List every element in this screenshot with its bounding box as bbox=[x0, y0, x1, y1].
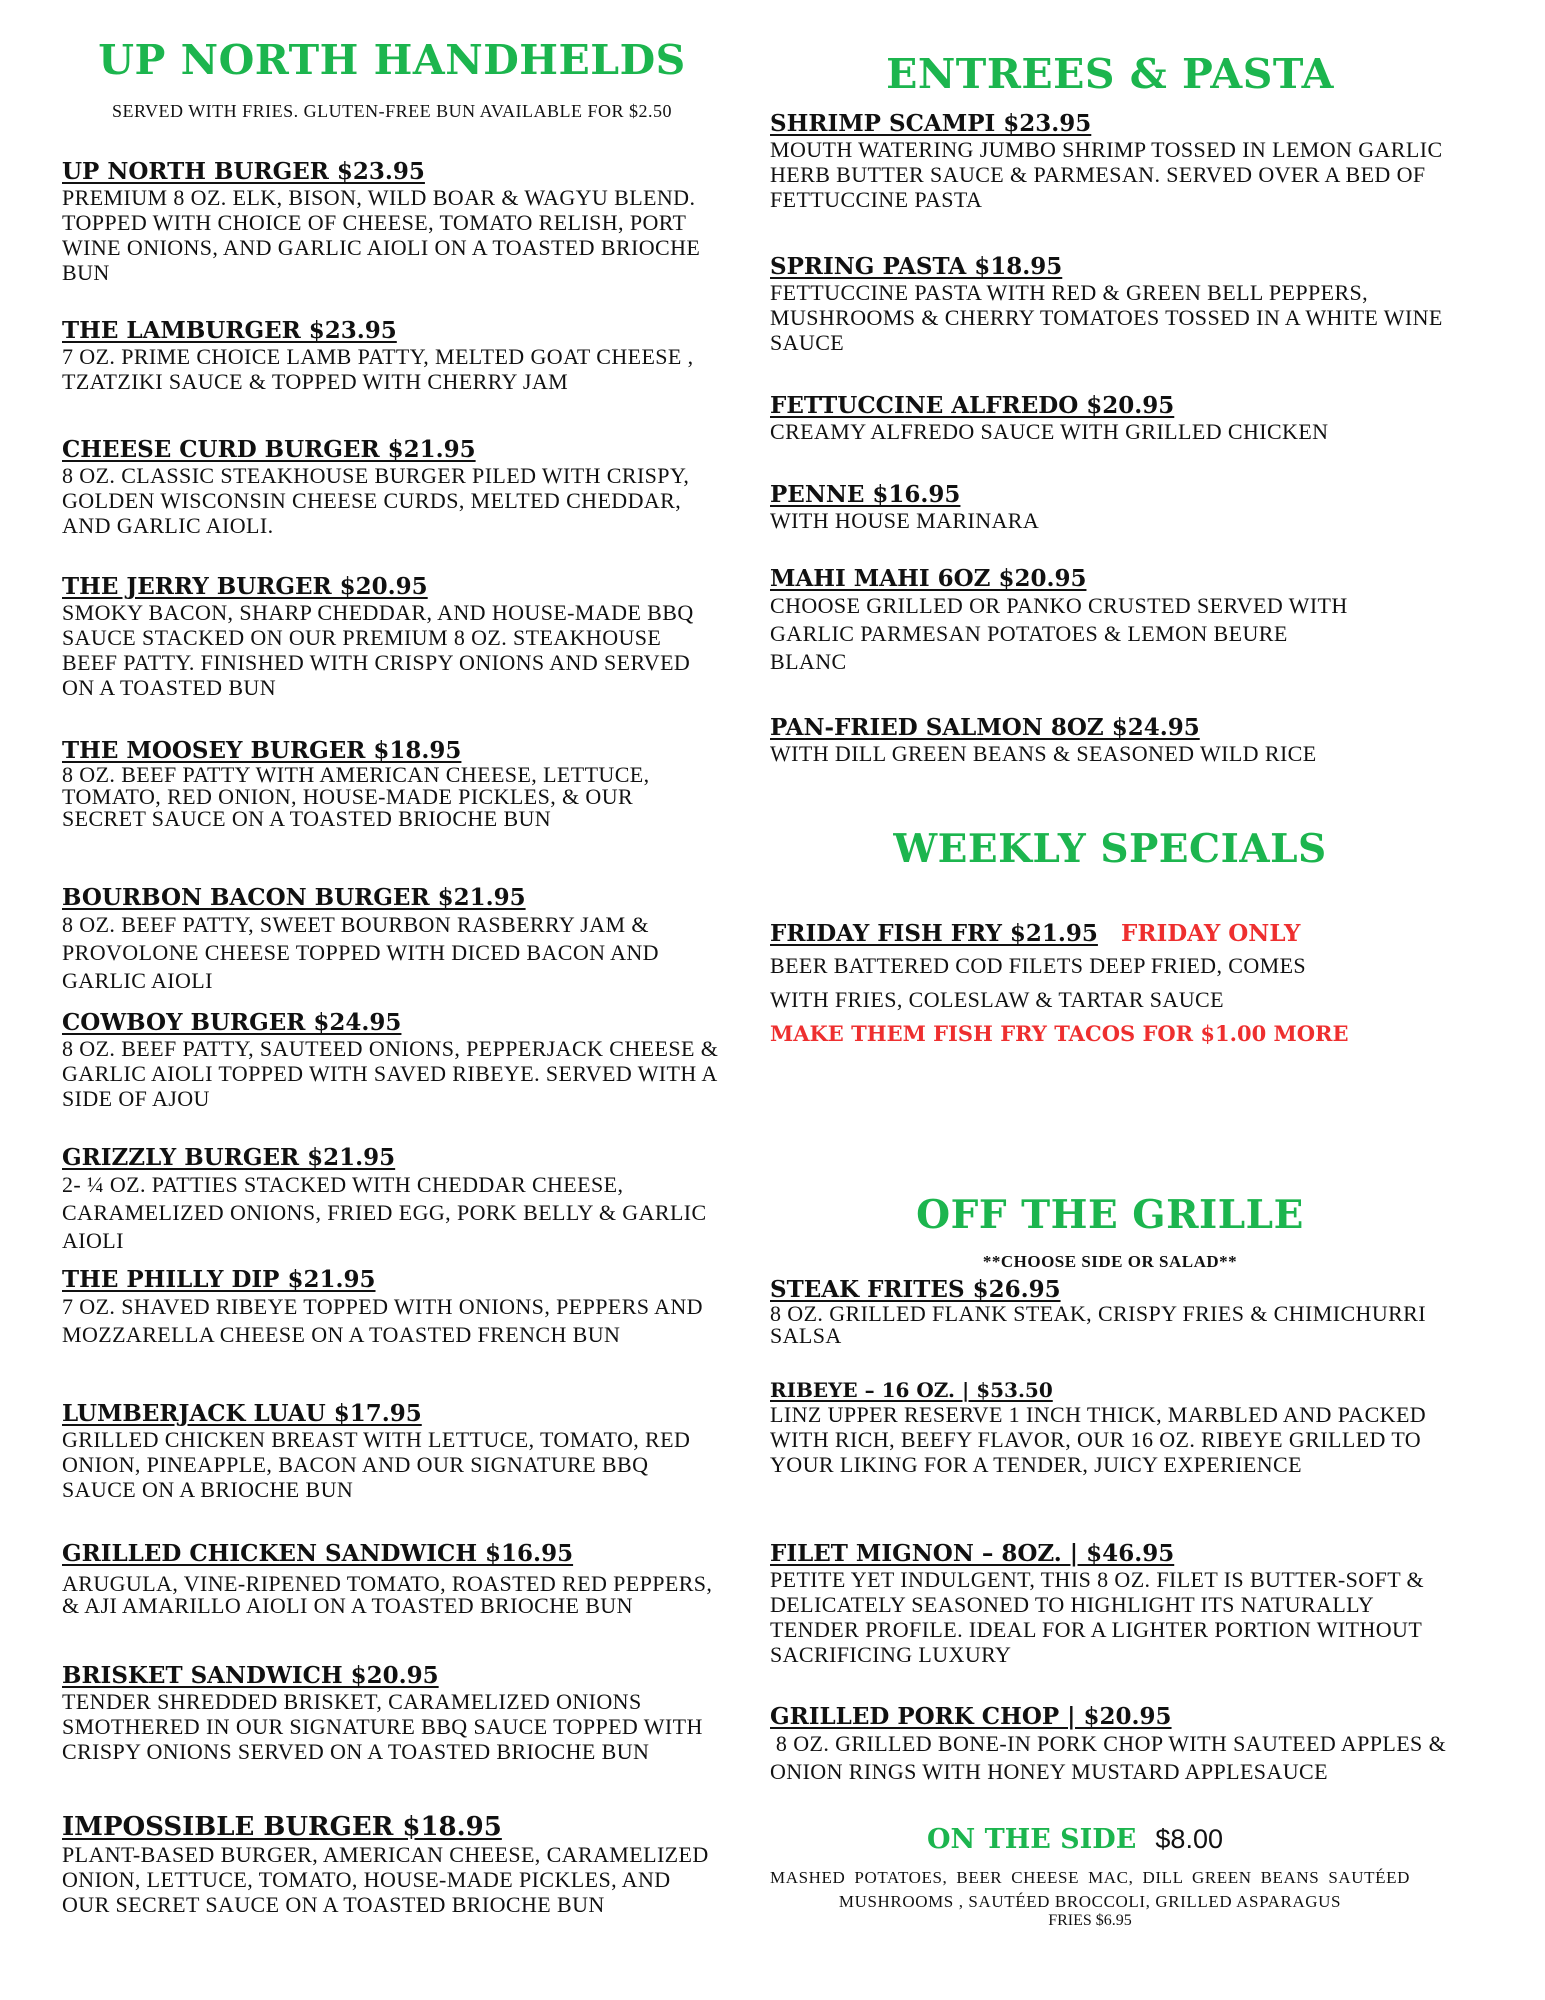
menu-item bbox=[62, 1400, 722, 1502]
item-name: LUMBERJACK LUAU $17.95 bbox=[62, 1400, 422, 1427]
menu-item bbox=[770, 1276, 1450, 1347]
sides-title: ON THE SIDE bbox=[927, 1824, 1137, 1855]
item-name: MAHI MAHI 6OZ $20.95 bbox=[770, 565, 1087, 592]
item-name: FRIDAY FISH FRY $21.95 bbox=[770, 920, 1098, 947]
item-desc: CREAMY ALFREDO SAUCE WITH GRILLED CHICKEN bbox=[770, 419, 1329, 444]
menu-item bbox=[770, 714, 1450, 766]
menu-item bbox=[770, 1378, 1450, 1477]
item-name: GRILLED CHICKEN SANDWICH $16.95 bbox=[62, 1540, 574, 1567]
item-name: BRISKET SANDWICH $20.95 bbox=[62, 1662, 439, 1689]
item-desc: 8 OZ. BEEF PATTY, SAUTEED ONIONS, PEPPERJACK CHEESE & GARLIC AIOLI TOPPED WITH SAVED RIBEYE. SERVED WITH A SIDE OF AJOU bbox=[62, 1036, 719, 1111]
item-desc: PREMIUM 8 OZ. ELK, BISON, WILD BOAR & WAGYU BLEND. TOPPED WITH CHOICE OF CHEESE, TOMATO RELISH, PORT WINE ONIONS, AND GARLIC AIOLI ON A TOASTED BRIOCHE BUN bbox=[62, 185, 701, 285]
menu-item bbox=[62, 737, 722, 830]
upsell-note: MAKE THEM FISH FRY TACOS FOR $1.00 MORE bbox=[770, 1021, 1349, 1046]
item-desc: GRILLED CHICKEN BREAST WITH LETTUCE, TOMATO, RED ONION, PINEAPPLE, BACON AND OUR SIGNATURE BBQ SAUCE ON A BRIOCHE BUN bbox=[62, 1427, 691, 1502]
item-desc: 8 OZ. GRILLED FLANK STEAK, CRISPY FRIES & CHIMICHURRI SALSA bbox=[770, 1301, 1426, 1348]
item-name: SPRING PASTA $18.95 bbox=[770, 253, 1063, 280]
item-name: FETTUCCINE ALFREDO $20.95 bbox=[770, 392, 1175, 419]
fries-price: FRIES $6.95 bbox=[1048, 1912, 1132, 1929]
item-desc: 8 OZ. CLASSIC STEAKHOUSE BURGER PILED WITH CRISPY, GOLDEN WISCONSIN CHEESE CURDS, MELTED CHEDDAR, AND GARLIC AIOLI. bbox=[62, 463, 690, 538]
handhelds-title: UP NORTH HANDHELDS bbox=[98, 36, 686, 84]
item-name: BOURBON BACON BURGER $21.95 bbox=[62, 884, 526, 911]
item-desc: 2- ¼ OZ. PATTIES STACKED WITH CHEDDAR CHEESE, CARAMELIZED ONIONS, FRIED EGG, PORK BELLY & GARLIC AIOLI bbox=[62, 1172, 707, 1253]
grille-note: **CHOOSE SIDE OR SALAD** bbox=[982, 1252, 1238, 1271]
menu-item bbox=[62, 158, 722, 285]
item-desc: LINZ UPPER RESERVE 1 INCH THICK, MARBLED AND PACKED WITH RICH, BEEFY FLAVOR, OUR 16 OZ. RIBEYE GRILLED TO YOUR LIKING FOR A TENDER, JUICY EXPERIENCE bbox=[770, 1402, 1427, 1477]
item-desc: 8 OZ. GRILLED BONE-IN PORK CHOP WITH SAUTEED APPLES & ONION RINGS WITH HONEY MUSTARD APPLESAUCE bbox=[770, 1731, 1453, 1784]
menu-item bbox=[62, 1540, 722, 1617]
item-desc: PLANT-BASED BURGER, AMERICAN CHEESE, CARAMELIZED ONION, LETTUCE, TOMATO, HOUSE-MADE PICKLES, AND OUR SECRET SAUCE ON A TOASTED BRIOCHE BUN bbox=[62, 1842, 709, 1917]
special-header bbox=[770, 920, 1450, 947]
menu-item bbox=[62, 317, 722, 394]
menu-item bbox=[62, 1662, 722, 1764]
item-name: PENNE $16.95 bbox=[770, 481, 961, 508]
item-desc: BEER BATTERED COD FILETS DEEP FRIED, COMES WITH FRIES, COLESLAW & TARTAR SAUCE bbox=[770, 953, 1307, 1012]
specials-title: WEEKLY SPECIALS bbox=[893, 826, 1327, 872]
menu-item bbox=[62, 1009, 722, 1111]
menu-item bbox=[770, 253, 1450, 355]
menu-item bbox=[770, 481, 1450, 533]
item-name: THE MOOSEY BURGER $18.95 bbox=[62, 737, 462, 764]
item-desc: TENDER SHREDDED BRISKET, CARAMELIZED ONIONS SMOTHERED IN OUR SIGNATURE BBQ SAUCE TOPPED WITH CRISPY ONIONS SERVED ON A TOASTED BRIOCHE BUN bbox=[62, 1689, 703, 1764]
menu-item bbox=[770, 110, 1450, 212]
item-name: FILET MIGNON – 8OZ. | $46.95 bbox=[770, 1540, 1175, 1567]
menu-item bbox=[62, 436, 722, 538]
item-name: RIBEYE – 16 OZ. | $53.50 bbox=[770, 1378, 1053, 1402]
sides-header bbox=[770, 1824, 1450, 1855]
sides-price: $8.00 bbox=[1155, 1824, 1223, 1854]
item-name: COWBOY BURGER $24.95 bbox=[62, 1009, 402, 1036]
item-name: THE PHILLY DIP $21.95 bbox=[62, 1266, 376, 1293]
item-desc: 7 OZ. SHAVED RIBEYE TOPPED WITH ONIONS, PEPPERS AND MOZZARELLA CHEESE ON A TOASTED FRENCH BUN bbox=[62, 1294, 703, 1347]
menu-item bbox=[770, 565, 1450, 676]
menu-item bbox=[770, 392, 1450, 444]
item-name: CHEESE CURD BURGER $21.95 bbox=[62, 436, 476, 463]
menu-item bbox=[62, 1812, 722, 1917]
item-name: PAN-FRIED SALMON 8OZ $24.95 bbox=[770, 714, 1200, 741]
item-desc: 8 OZ. BEEF PATTY, SWEET BOURBON RASBERRY JAM & PROVOLONE CHEESE TOPPED WITH DICED BACON AND GARLIC AIOLI bbox=[62, 912, 659, 993]
menu-item bbox=[770, 1703, 1453, 1786]
menu-item bbox=[62, 884, 722, 995]
item-desc: PETITE YET INDULGENT, THIS 8 OZ. FILET IS BUTTER-SOFT & DELICATELY SEASONED TO HIGHLIGHT ITS NATURALLY TENDER PROFILE. IDEAL FOR A LIGHTER PORTION WITHOUT SACRIFICING LUXURY bbox=[770, 1567, 1425, 1667]
menu-item bbox=[62, 1144, 722, 1255]
special-item bbox=[770, 920, 1450, 1051]
friday-only-badge: FRIDAY ONLY bbox=[1121, 920, 1301, 947]
item-desc: ARUGULA, VINE-RIPENED TOMATO, ROASTED RED PEPPERS, & AJI AMARILLO AIOLI ON A TOASTED BRIOCHE BUN bbox=[62, 1571, 713, 1618]
item-name: GRIZZLY BURGER $21.95 bbox=[62, 1144, 396, 1171]
item-desc: WITH DILL GREEN BEANS & SEASONED WILD RICE bbox=[770, 741, 1317, 766]
item-name: GRILLED PORK CHOP | $20.95 bbox=[770, 1703, 1172, 1730]
item-desc: 7 OZ. PRIME CHOICE LAMB PATTY, MELTED GOAT CHEESE , TZATZIKI SAUCE & TOPPED WITH CHERRY JAM bbox=[62, 344, 694, 394]
menu-item bbox=[62, 1266, 722, 1349]
menu-item bbox=[770, 1540, 1450, 1667]
item-name: SHRIMP SCAMPI $23.95 bbox=[770, 110, 1092, 137]
item-desc: WITH HOUSE MARINARA bbox=[770, 508, 1040, 533]
item-desc: MOUTH WATERING JUMBO SHRIMP TOSSED IN LEMON GARLIC HERB BUTTER SAUCE & PARMESAN. SERVED OVER A BED OF FETTUCCINE PASTA bbox=[770, 137, 1443, 212]
item-name: IMPOSSIBLE BURGER $18.95 bbox=[62, 1812, 502, 1842]
item-name: THE JERRY BURGER $20.95 bbox=[62, 573, 428, 600]
item-desc: 8 OZ. BEEF PATTY WITH AMERICAN CHEESE, LETTUCE, TOMATO, RED ONION, HOUSE-MADE PICKLES, & OUR SECRET SAUCE ON A TOASTED BRIOCHE BUN bbox=[62, 762, 650, 831]
grille-title: OFF THE GRILLE bbox=[916, 1192, 1304, 1238]
menu-item bbox=[62, 573, 722, 700]
handhelds-note: SERVED WITH FRIES. GLUTEN-FREE BUN AVAILABLE FOR $2.50 bbox=[111, 101, 673, 121]
item-desc: FETTUCCINE PASTA WITH RED & GREEN BELL PEPPERS, MUSHROOMS & CHERRY TOMATOES TOSSED IN A WHITE WINE SAUCE bbox=[770, 280, 1443, 355]
sides-list: MASHED POTATOES, BEER CHEESE MAC, DILL GREEN BEANS SAUTÉED MUSHROOMS , SAUTÉED BROCCOLI, GRILLED ASPARAGUS bbox=[770, 1868, 1410, 1911]
item-name: UP NORTH BURGER $23.95 bbox=[62, 158, 425, 185]
item-desc: SMOKY BACON, SHARP CHEDDAR, AND HOUSE-MADE BBQ SAUCE STACKED ON OUR PREMIUM 8 OZ. STEAKHOUSE BEEF PATTY. FINISHED WITH CRISPY ONIONS AND SERVED ON A TOASTED BUN bbox=[62, 600, 694, 700]
item-desc: CHOOSE GRILLED OR PANKO CRUSTED SERVED WITH GARLIC PARMESAN POTATOES & LEMON BEURE BLANC bbox=[770, 593, 1348, 674]
item-name: THE LAMBURGER $23.95 bbox=[62, 317, 397, 344]
entrees-title: ENTREES & PASTA bbox=[886, 50, 1334, 98]
item-name: STEAK FRITES $26.95 bbox=[770, 1276, 1061, 1303]
